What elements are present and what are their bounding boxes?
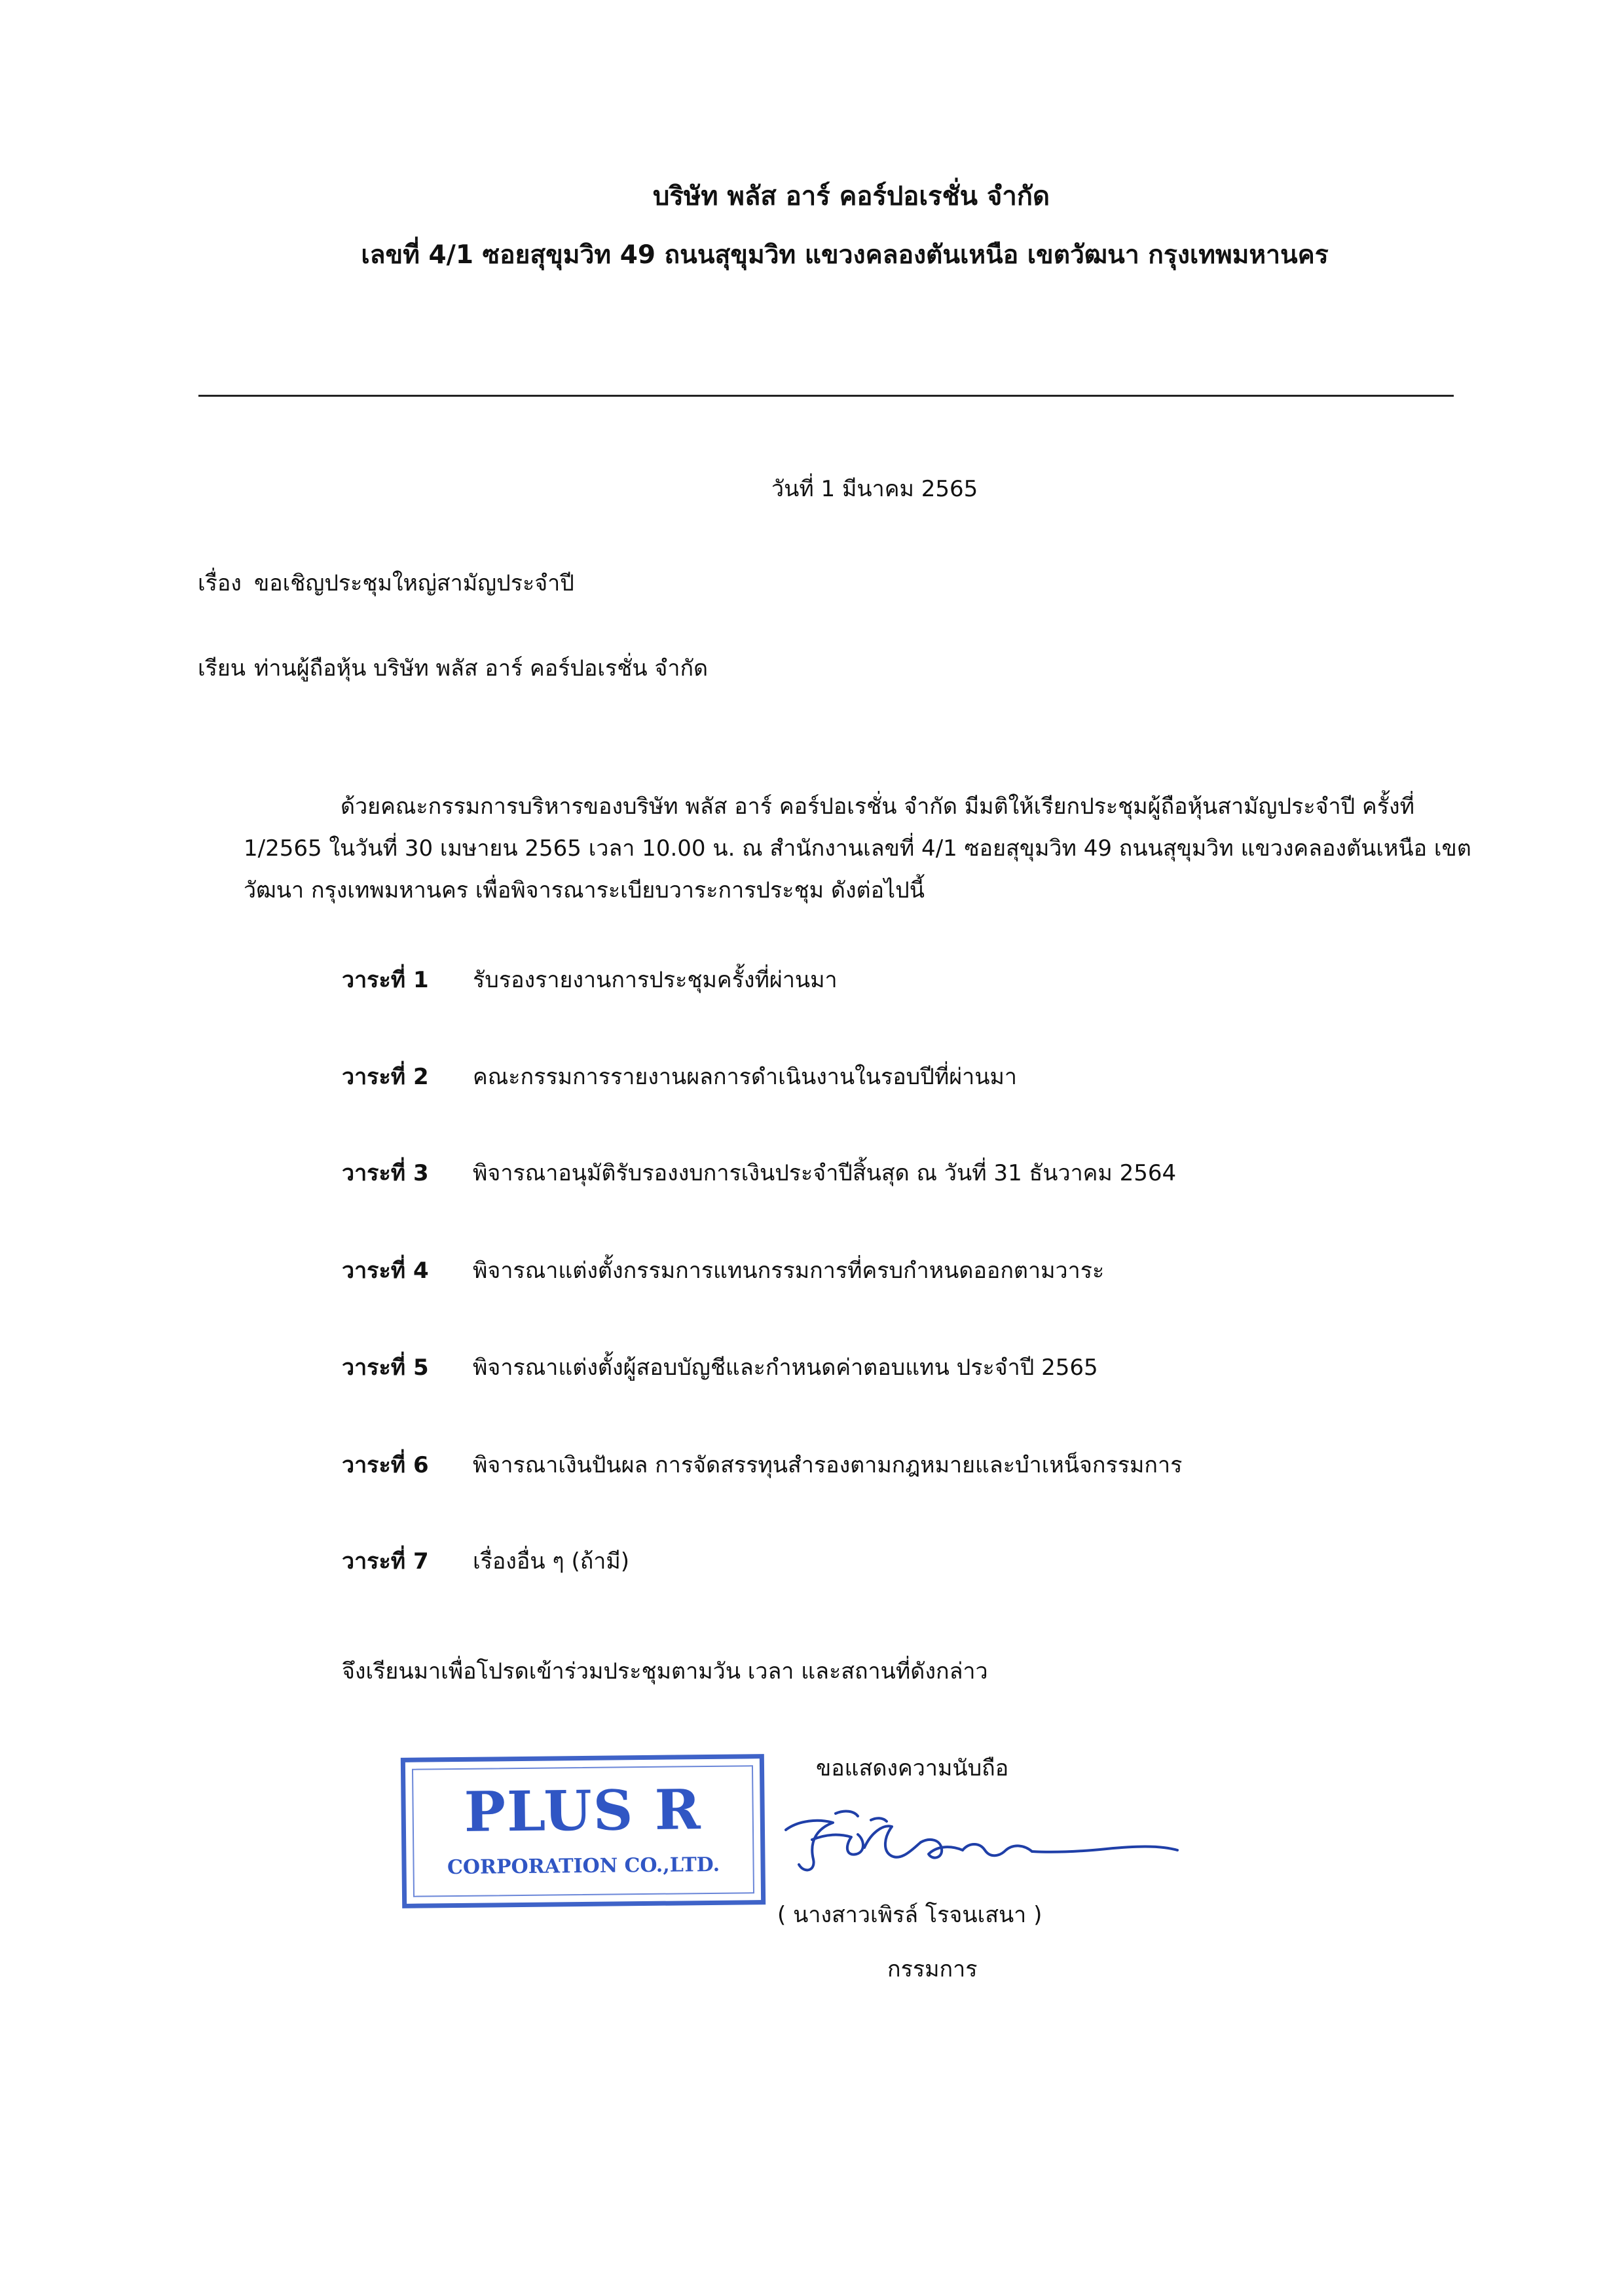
subject-text: ขอเชิญประชุมใหญ่สามัญประจำปี	[254, 570, 574, 596]
agenda-item	[342, 1545, 629, 1578]
letter-date: วันที่ 1 มีนาคม 2565	[771, 476, 978, 502]
salutation-line	[198, 652, 708, 685]
agenda-text: พิจารณาอนุมัติรับรองงบการเงินประจำปีสิ้นสุด ณ วันที่ 31 ธันวาคม 2564	[473, 1160, 1177, 1186]
agenda-item	[342, 1061, 1017, 1093]
header-divider	[198, 395, 1454, 397]
signer-name: ( นางสาวเพิรล์ โรจนเสนา )	[777, 1902, 1043, 1928]
company-stamp	[401, 1754, 766, 1908]
agenda-text: รับรองรายงานการประชุมครั้งที่ผ่านมา	[473, 967, 838, 993]
agenda-text: เรื่องอื่น ๆ (ถ้ามี)	[473, 1548, 630, 1575]
agenda-item	[342, 1157, 1176, 1190]
agenda-text: พิจารณาแต่งตั้งกรรมการแทนกรรมการที่ครบกำหนดออกตามวาระ	[473, 1258, 1105, 1284]
agenda-item	[342, 1449, 1182, 1482]
agenda-number: วาระที่ 4	[342, 1258, 429, 1284]
salutation-label: เรียน	[198, 655, 246, 682]
agenda-text: พิจารณาแต่งตั้งผู้สอบบัญชีและกำหนดค่าตอบแทน ประจำปี 2565	[473, 1355, 1098, 1381]
company-address: เลขที่ 4/1 ซอยสุขุมวิท 49 ถนนสุขุมวิท แขวงคลองตันเหนือ เขตวัฒนา กรุงเทพมหานคร	[361, 240, 1329, 270]
stamp-title: PLUS R	[464, 1777, 702, 1844]
agenda-item	[342, 1351, 1098, 1384]
agenda-number: วาระที่ 2	[342, 1064, 429, 1090]
agenda-number: วาระที่ 6	[342, 1452, 429, 1478]
agenda-text: พิจารณาเงินปันผล การจัดสรรทุนสำรองตามกฎหมายและบำเหน็จกรรมการ	[473, 1452, 1183, 1478]
handwritten-signature	[773, 1794, 1192, 1892]
agenda-number: วาระที่ 5	[342, 1355, 429, 1381]
salutation-text: ท่านผู้ถือหุ้น บริษัท พลัส อาร์ คอร์ปอเรชั่น จำกัด	[254, 655, 709, 682]
agenda-number: วาระที่ 1	[342, 967, 429, 993]
agenda-item	[342, 964, 838, 996]
stamp-subtitle: CORPORATION CO.,LTD.	[447, 1853, 720, 1880]
regards-line: ขอแสดงความนับถือ	[816, 1755, 1009, 1781]
body-paragraph	[244, 786, 1491, 911]
subject-line	[198, 567, 574, 600]
closing-line: จึงเรียนมาเพื่อโปรดเข้าร่วมประชุมตามวัน เวลา และสถานที่ดังกล่าว	[342, 1658, 988, 1685]
signer-title: กรรมการ	[887, 1956, 978, 1982]
company-name: บริษัท พลัส อาร์ คอร์ปอเรชั่น จำกัด	[653, 181, 1050, 211]
subject-label: เรื่อง	[198, 570, 242, 596]
agenda-text: คณะกรรมการรายงานผลการดำเนินงานในรอบปีที่ผ่านมา	[473, 1064, 1017, 1090]
body-text: ด้วยคณะกรรมการบริหารของบริษัท พลัส อาร์ คอร์ปอเรชั่น จำกัด มีมติให้เรียกประชุมผู้ถือหุ้นสามัญประจำปี ครั้งที่ 1/2565 ในวันที่ 30 เมษายน 2565 เวลา 10.00 น. ณ สำนักงานเลขที่ 4/1 ซอยสุขุมวิท 49 ถนนสุขุมวิท แขวงคลองตันเหนือ เขตวัฒนา กรุงเทพมหานคร เพื่อพิจารณาระเบียบวาระการประชุม ดังต่อไปนี้	[244, 793, 1471, 903]
agenda-number: วาระที่ 3	[342, 1160, 429, 1186]
agenda-item	[342, 1254, 1104, 1287]
agenda-number: วาระที่ 7	[342, 1548, 429, 1575]
